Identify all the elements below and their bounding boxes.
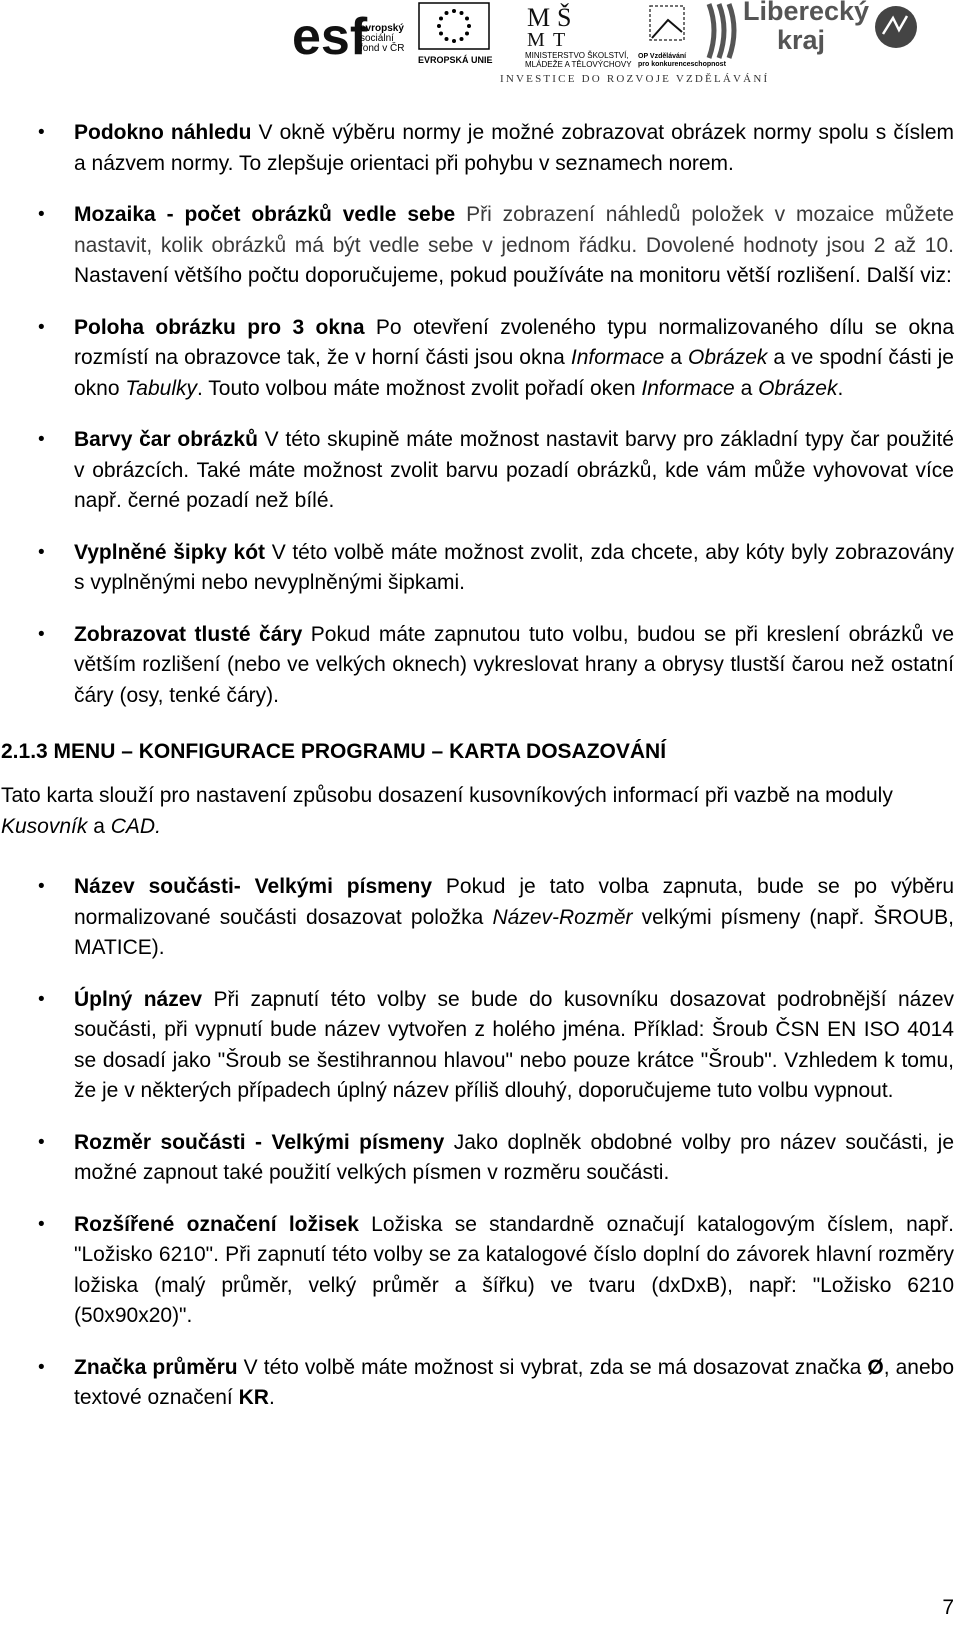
section2-list [0,872,960,1414]
item-text: Jako doplněk obdobné volby pro název součásti, je možné zapnout také použití velkých písmen v rozměru součásti. [74,1130,954,1184]
list-item [0,425,960,517]
svg-text:M: M [527,3,551,32]
list-item [0,538,960,599]
item-term: Poloha obrázku pro 3 okna [74,315,365,339]
item-term: Mozaika - počet obrázků vedle sebe [74,203,456,226]
page-number: 7 [942,1596,954,1619]
section1-list [0,118,960,711]
esf-label-3: fond v ČR [360,43,405,54]
item-text: Ložiska se standardně označují katalogovým číslem, např. "Ložisko 6210". Při zapnutí této volby se za katalogové číslo doplní do závorek hlavní rozměry ložiska (malý průměr, velký průměr a šířku) ve tvaru (dxDxB), např: "Ložisko 6210 (50x90x20)". [74,1212,954,1327]
liberecky-stripes-icon [705,0,747,62]
list-item [0,620,960,712]
intro-italic: Kusovník [1,814,88,838]
item-term: Úplný název [74,987,203,1011]
section-heading: 2.1.3 MENU – KONFIGURACE PROGRAMU – KARTA DOSAZOVÁNÍ [1,740,667,763]
op-label-2: pro konkurenceschopnost [638,61,726,68]
intro-text: a [87,814,111,838]
item-text: Po otevření zvoleného typu normalizovaného dílu se okna rozmístí na obrazovce tak, že v horní části jsou okna [74,315,954,369]
item-text: Nastavení většího počtu doporučujeme, pokud používáte na monitoru větší rozlišení. Další viz: [74,264,952,287]
kr-label: KR [238,1386,269,1409]
item-term: Rozměr součásti - Velkými písmeny [74,1130,445,1154]
list-item [0,1210,960,1332]
header-logos [292,0,920,88]
item-text: Pokud je tato volba zapnuta, bude se po výběru normalizované součásti dosazovat položka [74,875,954,929]
list-item [0,985,960,1107]
item-text: . Touto volbou máte možnost zvolit pořadí oken [196,376,642,400]
liberecky-label-1: Liberecký [743,0,870,26]
item-term: Barvy čar obrázků [74,428,258,451]
op-mark-icon [638,2,694,48]
svg-text:T: T [553,29,566,46]
document-body [0,118,960,1435]
op-label-1: OP Vzdělávání [638,53,687,60]
item-italic: Tabulky [125,376,197,400]
list-item [0,200,960,292]
item-italic: Název-Rozměr [492,905,633,929]
item-text: V této volbě máte možnost si vybrat, zda se má dosazovat značka [237,1355,868,1379]
esf-logo [292,0,410,67]
intro-italic: CAD. [110,814,161,838]
list-item [0,1353,960,1414]
item-term: Vyplněné šipky kót [74,540,266,564]
msmt-mark-icon [525,2,595,46]
item-text: . [837,376,844,400]
item-term: Rozšířené označení ložisek [74,1212,359,1236]
msmt-label-2: MLÁDEŽE A TĚLOVÝCHOVY [525,60,632,69]
msmt-label-1: MINISTERSTVO ŠKOLSTVÍ, [525,51,629,60]
eu-logo [418,2,493,65]
item-term: Značka průměru [74,1355,238,1379]
item-text: a [734,376,759,400]
eu-flag-icon [418,2,490,50]
esf-label-2: sociální [360,33,394,44]
item-italic: Obrázek [758,376,838,400]
liberecky-emblem-icon [873,4,919,50]
svg-text:esf: esf [292,8,368,62]
list-item [0,872,960,964]
item-text: V této skupině máte možnost nastavit barvy pro základní typy čar použité v obrázcích. Také máte možnost zvolit barvu pozadí obrázků, kde vám může vyhovovat více např. černé pozadí než bílé. [74,428,954,512]
msmt-logo [525,2,632,69]
esf-label-1: evropský [360,23,404,34]
header-tagline: INVESTICE DO ROZVOJE VZDĚLÁVÁNÍ [500,73,770,85]
item-text: Pokud máte zapnutou tuto volbu, budou se při kreslení obrázků ve větším rozlišení (nebo ve velkých oknech) vykreslovat hrany a obrysy tlustší čarou než ostatní čáry (osy, tenké čáry). [74,622,954,707]
item-text: V této volbě máte možnost zvolit, zda chcete, aby kóty byly zobrazovány s vyplněnými nebo nevyplněnými šipkami. [74,540,954,594]
item-text: , anebo textové označení [74,1355,954,1409]
diameter-symbol: Ø [867,1355,884,1379]
item-text: Při zapnutí této volby se bude do kusovníku dosazovat podrobnější název součásti, při vypnutí bude název vytvořen z holého jména. Příklad: Šroub ČSN EN ISO 4014 se dosadí jako "Šroub se šestihrannou hlavou" nebo pouze krátce "Šroub". Vzhledem k tomu, že je v některých případech úplný název příliš dlouhý, doporučujeme tuto volbu vypnout. [74,987,954,1102]
item-text: velkými písmeny (např. ŠROUB, MATICE). [74,905,954,959]
item-italic: Obrázek [688,346,768,369]
item-italic: Informace [570,346,665,369]
item-term: Název součásti- Velkými písmeny [74,875,432,898]
list-item [0,1128,960,1189]
item-text: V okně výběru normy je možné zobrazovat obrázek normy spolu s číslem a názvem normy. To zlepšuje orientaci při pohybu v seznamech norem. [74,121,954,175]
item-text: a [664,346,689,369]
list-item [0,118,960,179]
section-intro [0,781,960,842]
item-text: a ve spodní části je okno [74,346,954,400]
item-italic: Informace [641,376,735,400]
svg-text:M: M [527,29,545,46]
liberecky-label-2: kraj [777,25,826,55]
item-text-gray: Při zobrazení náhledů položek v mozaice můžete nastavit, kolik obrázků má být vedle sebe v jednom řádku. Dovolené hodnoty jsou 2 až 10. [74,203,954,257]
svg-text:Š: Š [557,3,572,32]
item-text: . [268,1386,275,1409]
item-term: Podokno náhledu [74,121,252,144]
eu-label: EVROPSKÁ UNIE [418,55,493,65]
liberecky-kraj-logo [705,0,870,67]
intro-text: Tato karta slouží pro nastavení způsobu dosazení kusovníkových informací při vazbě na moduly [1,784,893,807]
list-item [0,313,960,405]
item-term: Zobrazovat tlusté čáry [74,622,303,646]
